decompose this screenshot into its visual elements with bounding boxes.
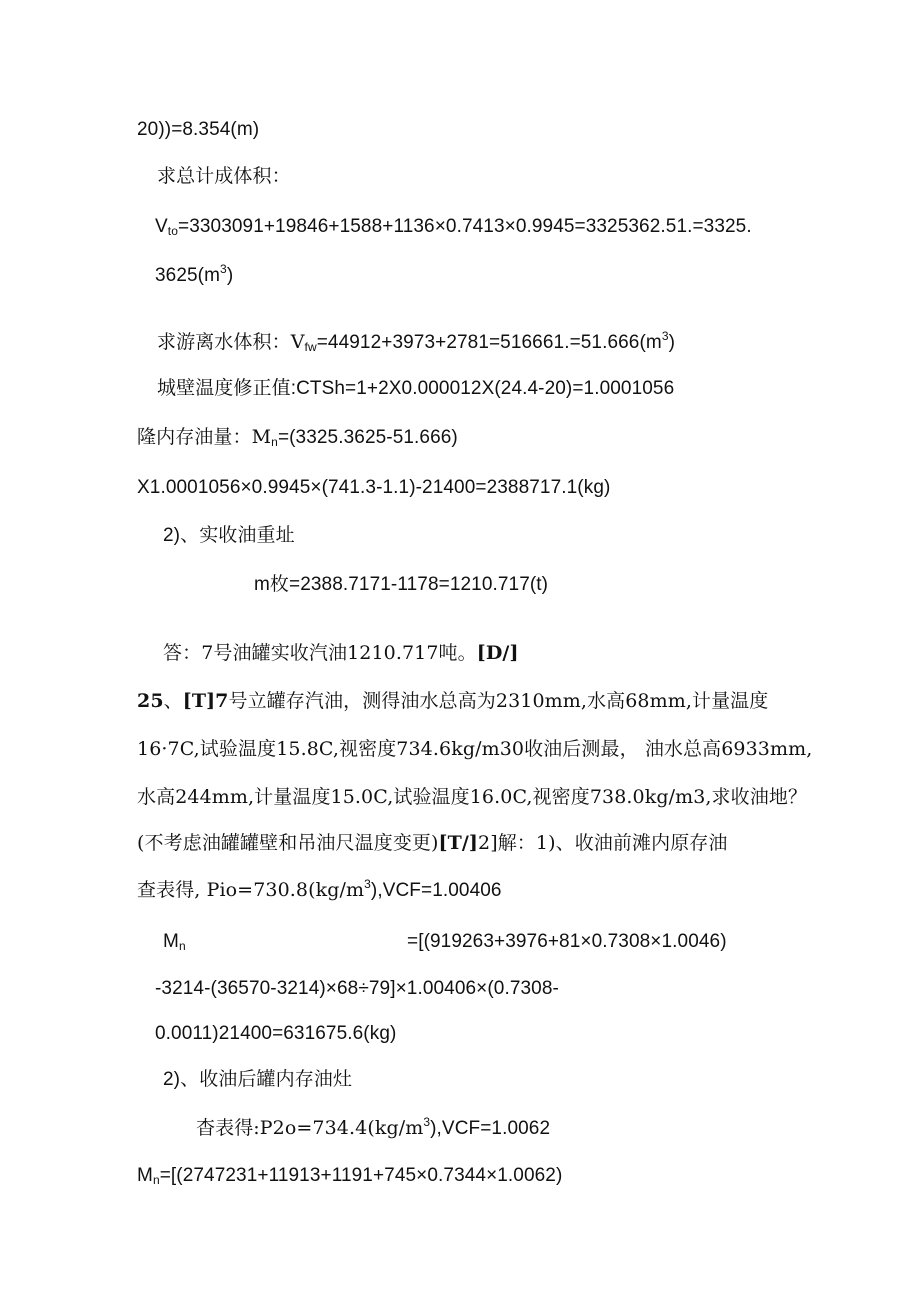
- subscript: fw: [304, 340, 317, 354]
- tag-marker: [T]7: [182, 690, 229, 712]
- text-span: ): [226, 265, 234, 286]
- text-span: M: [137, 1165, 153, 1186]
- formula-line: [163, 930, 186, 954]
- text-span: =44912+3973+2781=516661.=51.666(m: [316, 332, 662, 353]
- text-span: =3303091+19846+1588+1136×0.7413×0.9945=3325362.51.=3325.: [178, 216, 752, 237]
- tag-marker: [D/]: [476, 642, 519, 664]
- question-line: [137, 785, 807, 809]
- subscript: n: [152, 1173, 160, 1187]
- subscript: n: [178, 939, 186, 953]
- superscript: 3: [661, 329, 669, 343]
- superscript: 3: [423, 1115, 431, 1129]
- text-span: M: [163, 931, 179, 952]
- text-span: 3625(m: [155, 265, 221, 286]
- text-span: X1.0001056×0.9945×(741.3-1.1)-21400=2388717.1(kg): [137, 477, 611, 498]
- formula-line: [137, 425, 458, 450]
- superscript: 3: [364, 877, 371, 891]
- subscript: n: [271, 435, 278, 449]
- text-line: [137, 118, 259, 142]
- formula-line: [157, 377, 674, 401]
- formula-line: [137, 878, 502, 903]
- text-span: 查表得, Pio=730.8(kg∕m: [137, 879, 365, 901]
- tag-marker: [T/]: [438, 832, 478, 854]
- question-line: [137, 737, 812, 761]
- answer-line: [163, 641, 519, 666]
- text-span: 答：7号油罐实收汽油1210.717吨。: [163, 642, 477, 664]
- formula-line: [407, 930, 727, 954]
- text-span: 号立罐存汽油，测得油水总高为2310mm,水高68mm,计量温度: [228, 690, 769, 712]
- text-span: 20))=8.354(m): [137, 119, 260, 140]
- text-span: =[(2747231+11913+1191+745×0.7344×1.0062): [159, 1165, 563, 1186]
- text-span: 水高244mm,计量温度15.0C,试验温度16.0C,视密度738.0kg∕m3,求收油地？: [137, 786, 808, 808]
- superscript: 3: [220, 262, 227, 276]
- text-span: 求游离水体积：V: [157, 331, 305, 353]
- question-line: [137, 689, 768, 714]
- formula-line: [155, 1022, 396, 1046]
- text-line: [163, 1068, 352, 1092]
- text-span: =[(919263+3976+81×0.7308×1.0046): [407, 931, 727, 952]
- text-span: 隆内存油量：M: [137, 426, 272, 448]
- formula-line: [254, 573, 548, 597]
- formula-line: [137, 1164, 562, 1188]
- text-span: ): [668, 332, 676, 353]
- formula-line: [155, 215, 752, 239]
- text-span: 求总计成体积：: [157, 165, 291, 187]
- text-span: 杳表得:P2o=734.4(kg∕m: [196, 1117, 424, 1139]
- question-number: 25: [137, 690, 164, 712]
- text-span: =(3325.3625-51.666): [277, 427, 458, 448]
- text-span: 16·7C,试验温度15.8C,视密度734.6kg∕m30收油后测最， 油水总高6933mm,: [137, 738, 813, 760]
- text-span: 城壁温度修正值:CTSh=1+2X0.000012X(24.4-20)=1.0001056: [157, 378, 675, 399]
- text-span: 、: [163, 690, 183, 712]
- subscript: to: [167, 224, 178, 238]
- text-span: 2]解：1)、收油前滩内原存油: [478, 832, 728, 854]
- text-span: ),VCF=1.0062: [430, 1118, 551, 1139]
- text-span: 0.0011)21400=631675.6(kg): [155, 1023, 397, 1044]
- text-line: [157, 164, 291, 188]
- question-line: [137, 831, 728, 855]
- formula-line: [196, 1116, 550, 1141]
- formula-line: [155, 977, 559, 1001]
- text-span: 2)、收油后罐内存油灶: [163, 1069, 352, 1090]
- text-line: [163, 524, 295, 548]
- text-span: m枚=2388.7171-1178=1210.717(t): [254, 574, 549, 595]
- formula-line: [137, 476, 610, 500]
- text-span: 2)、实收油重址: [163, 525, 295, 546]
- formula-line: [157, 330, 675, 355]
- formula-line: [155, 264, 233, 288]
- text-span: V: [155, 216, 168, 237]
- text-span: (不考虑油罐罐壁和吊油尺温度变更): [137, 832, 439, 854]
- text-span: -3214-(36570-3214)×68÷79]×1.00406×(0.7308-: [155, 978, 559, 999]
- text-span: ),VCF=1.00406: [370, 880, 502, 901]
